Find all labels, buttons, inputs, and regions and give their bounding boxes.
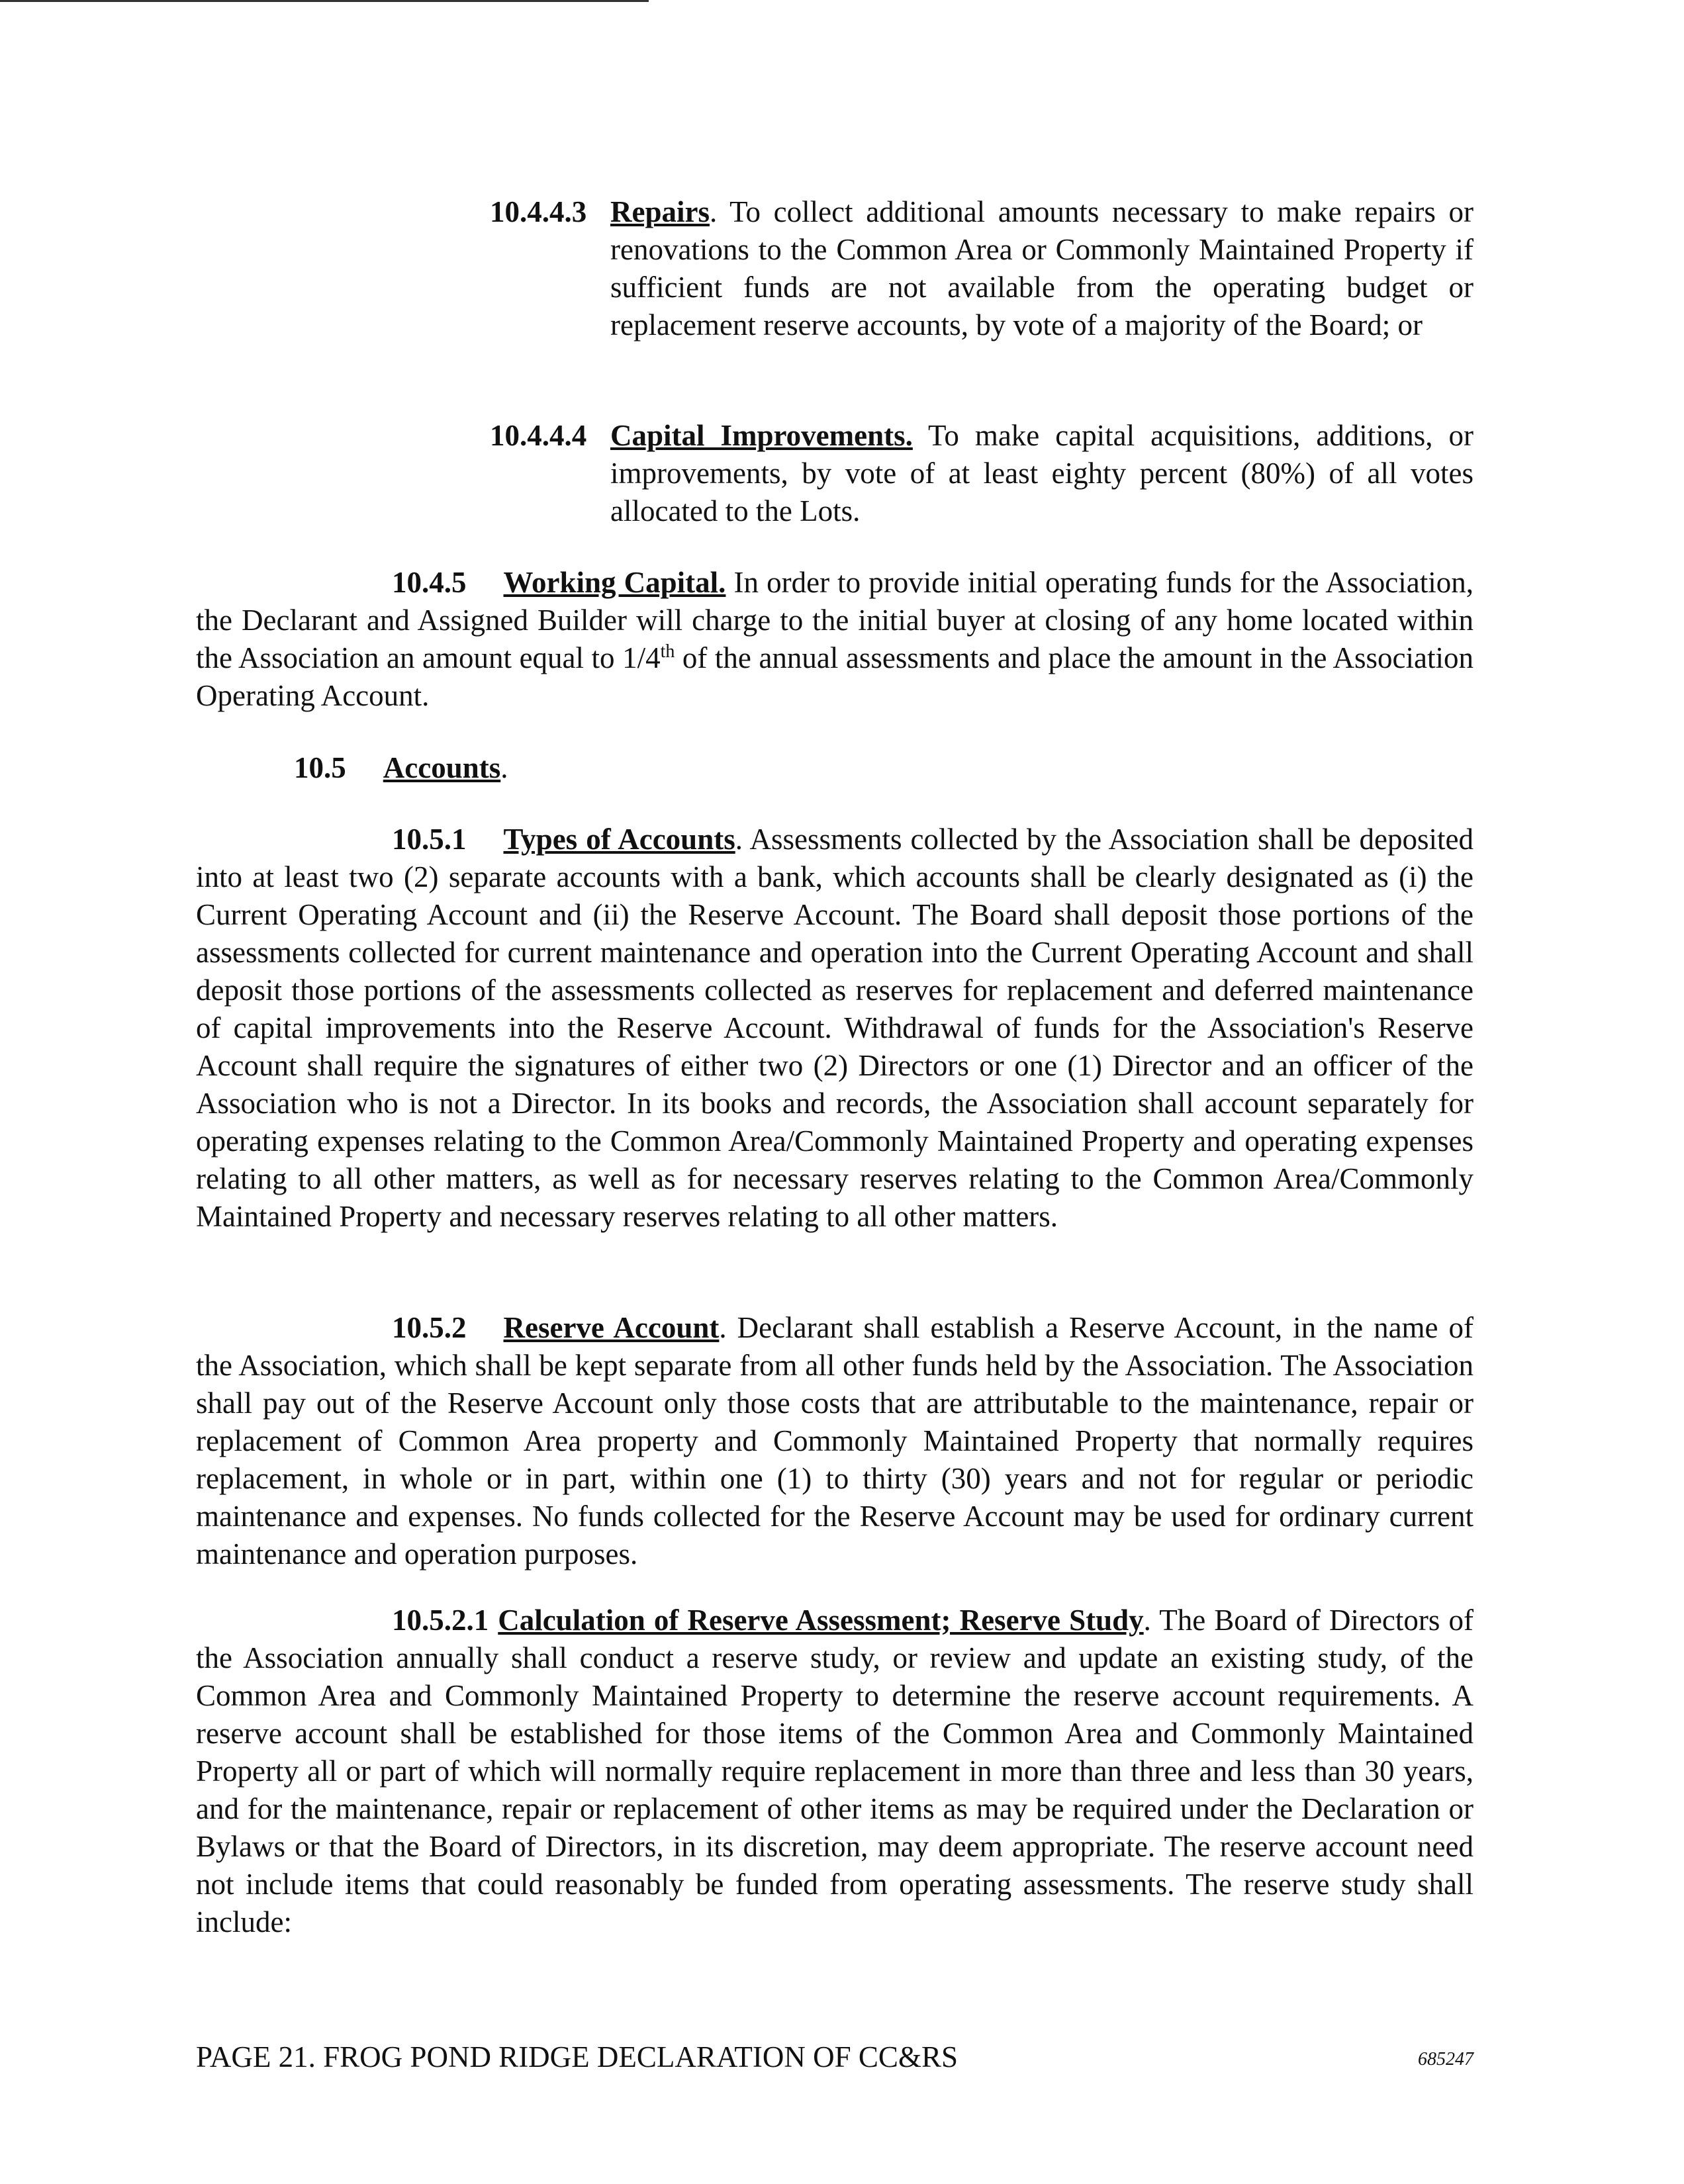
section-number: 10.5.1	[392, 823, 467, 856]
section-text-cont: of the annual assessments and place the amount in the Association Operating Account.	[196, 641, 1474, 712]
section-period: .	[500, 751, 508, 784]
section-number: 10.4.4.3	[490, 195, 587, 228]
section-10-4-5	[196, 564, 1474, 715]
section-10-5-1	[196, 821, 1474, 1236]
section-text: . To collect additional amounts necessary to make repairs or renovations to the Common Area or Commonly Maintained Property if sufficient funds are not available from the operating budget or replacement reserve accounts, by vote of a majority of the Board; or	[610, 195, 1474, 341]
section-number: 10.5.2	[392, 1311, 467, 1344]
footer-doc-number: 685247	[1418, 2049, 1474, 2070]
section-heading: Calculation of Reserve Assessment; Reserve Study	[498, 1604, 1144, 1637]
page-footer	[196, 2040, 1474, 2079]
section-heading: Capital Improvements.	[610, 419, 913, 452]
section-number: 10.4.4.4	[490, 419, 587, 452]
section-10-5	[294, 749, 508, 787]
section-heading: Repairs	[610, 195, 710, 228]
section-number: 10.5.2.1	[392, 1604, 489, 1637]
superscript: th	[660, 641, 675, 662]
section-number: 10.4.5	[392, 566, 467, 599]
section-10-4-4-4	[490, 417, 1474, 530]
section-text: . Declarant shall establish a Reserve Account, in the name of the Association, which shall be kept separate from all other funds held by the Association. The Association shall pay out of the Reserve Account only those costs that are attributable to the maintenance, repair or replacement of Common Area property and Commonly Maintained Property that normally requires replacement, in whole or in part, within one (1) to thirty (30) years and not for regular or periodic maintenance and expenses. No funds collected for the Reserve Account may be used for ordinary current maintenance and operation purposes.	[196, 1311, 1474, 1570]
section-heading: Types of Accounts	[503, 823, 735, 856]
section-10-5-2	[196, 1309, 1474, 1573]
section-heading: Accounts	[383, 751, 501, 784]
scan-edge-line	[0, 0, 649, 2]
footer-page-label: PAGE 21. FROG POND RIDGE DECLARATION OF CC&RS	[196, 2040, 958, 2073]
section-text: In order to provide initial operating funds for the Association, the Declarant and Assigned Builder will charge to the initial buyer at closing of any home located within the Association an amount equal to 1/4	[196, 566, 1474, 674]
section-text: To make capital acquisitions, additions, or improvements, by vote of at least eighty percent (80%) of all votes allocated to the Lots.	[610, 419, 1474, 527]
section-text: . Assessments collected by the Association shall be deposited into at least two (2) separate accounts with a bank, which accounts shall be clearly designated as (i) the Current Operating Account and (ii) the Reserve Account. The Board shall deposit those portions of the assessments collected for current maintenance and operation into the Current Operating Account and shall deposit those portions of the assessments collected as reserves for replacement and deferred maintenance of capital improvements into the Reserve Account. Withdrawal of funds for the Association's Reserve Account shall require the signatures of either two (2) Directors or one (1) Director and an officer of the Association who is not a Director. In its books and records, the Association shall account separately for operating expenses relating to the Common Area/Commonly Maintained Property and operating expenses relating to all other matters, as well as for necessary reserves relating to the Common Area/Commonly Maintained Property and necessary reserves relating to all other matters.	[196, 823, 1474, 1233]
section-heading: Working Capital.	[503, 566, 726, 599]
section-text: . The Board of Directors of the Association annually shall conduct a reserve study, or review and update an existing study, of the Common Area and Commonly Maintained Property to determine the reserve account requirements. A reserve account shall be established for those items of the Common Area and Commonly Maintained Property all or part of which will normally require replacement in more than three and less than 30 years, and for the maintenance, repair or replacement of other items as may be required under the Declaration or Bylaws or that the Board of Directors, in its discretion, may deem appropriate. The reserve account need not include items that could reasonably be funded from operating assessments. The reserve study shall include:	[196, 1604, 1474, 1938]
section-10-5-2-1	[196, 1602, 1474, 1941]
section-number: 10.5	[294, 751, 346, 784]
section-10-4-4-3	[490, 193, 1474, 344]
section-heading: Reserve Account	[503, 1311, 720, 1344]
